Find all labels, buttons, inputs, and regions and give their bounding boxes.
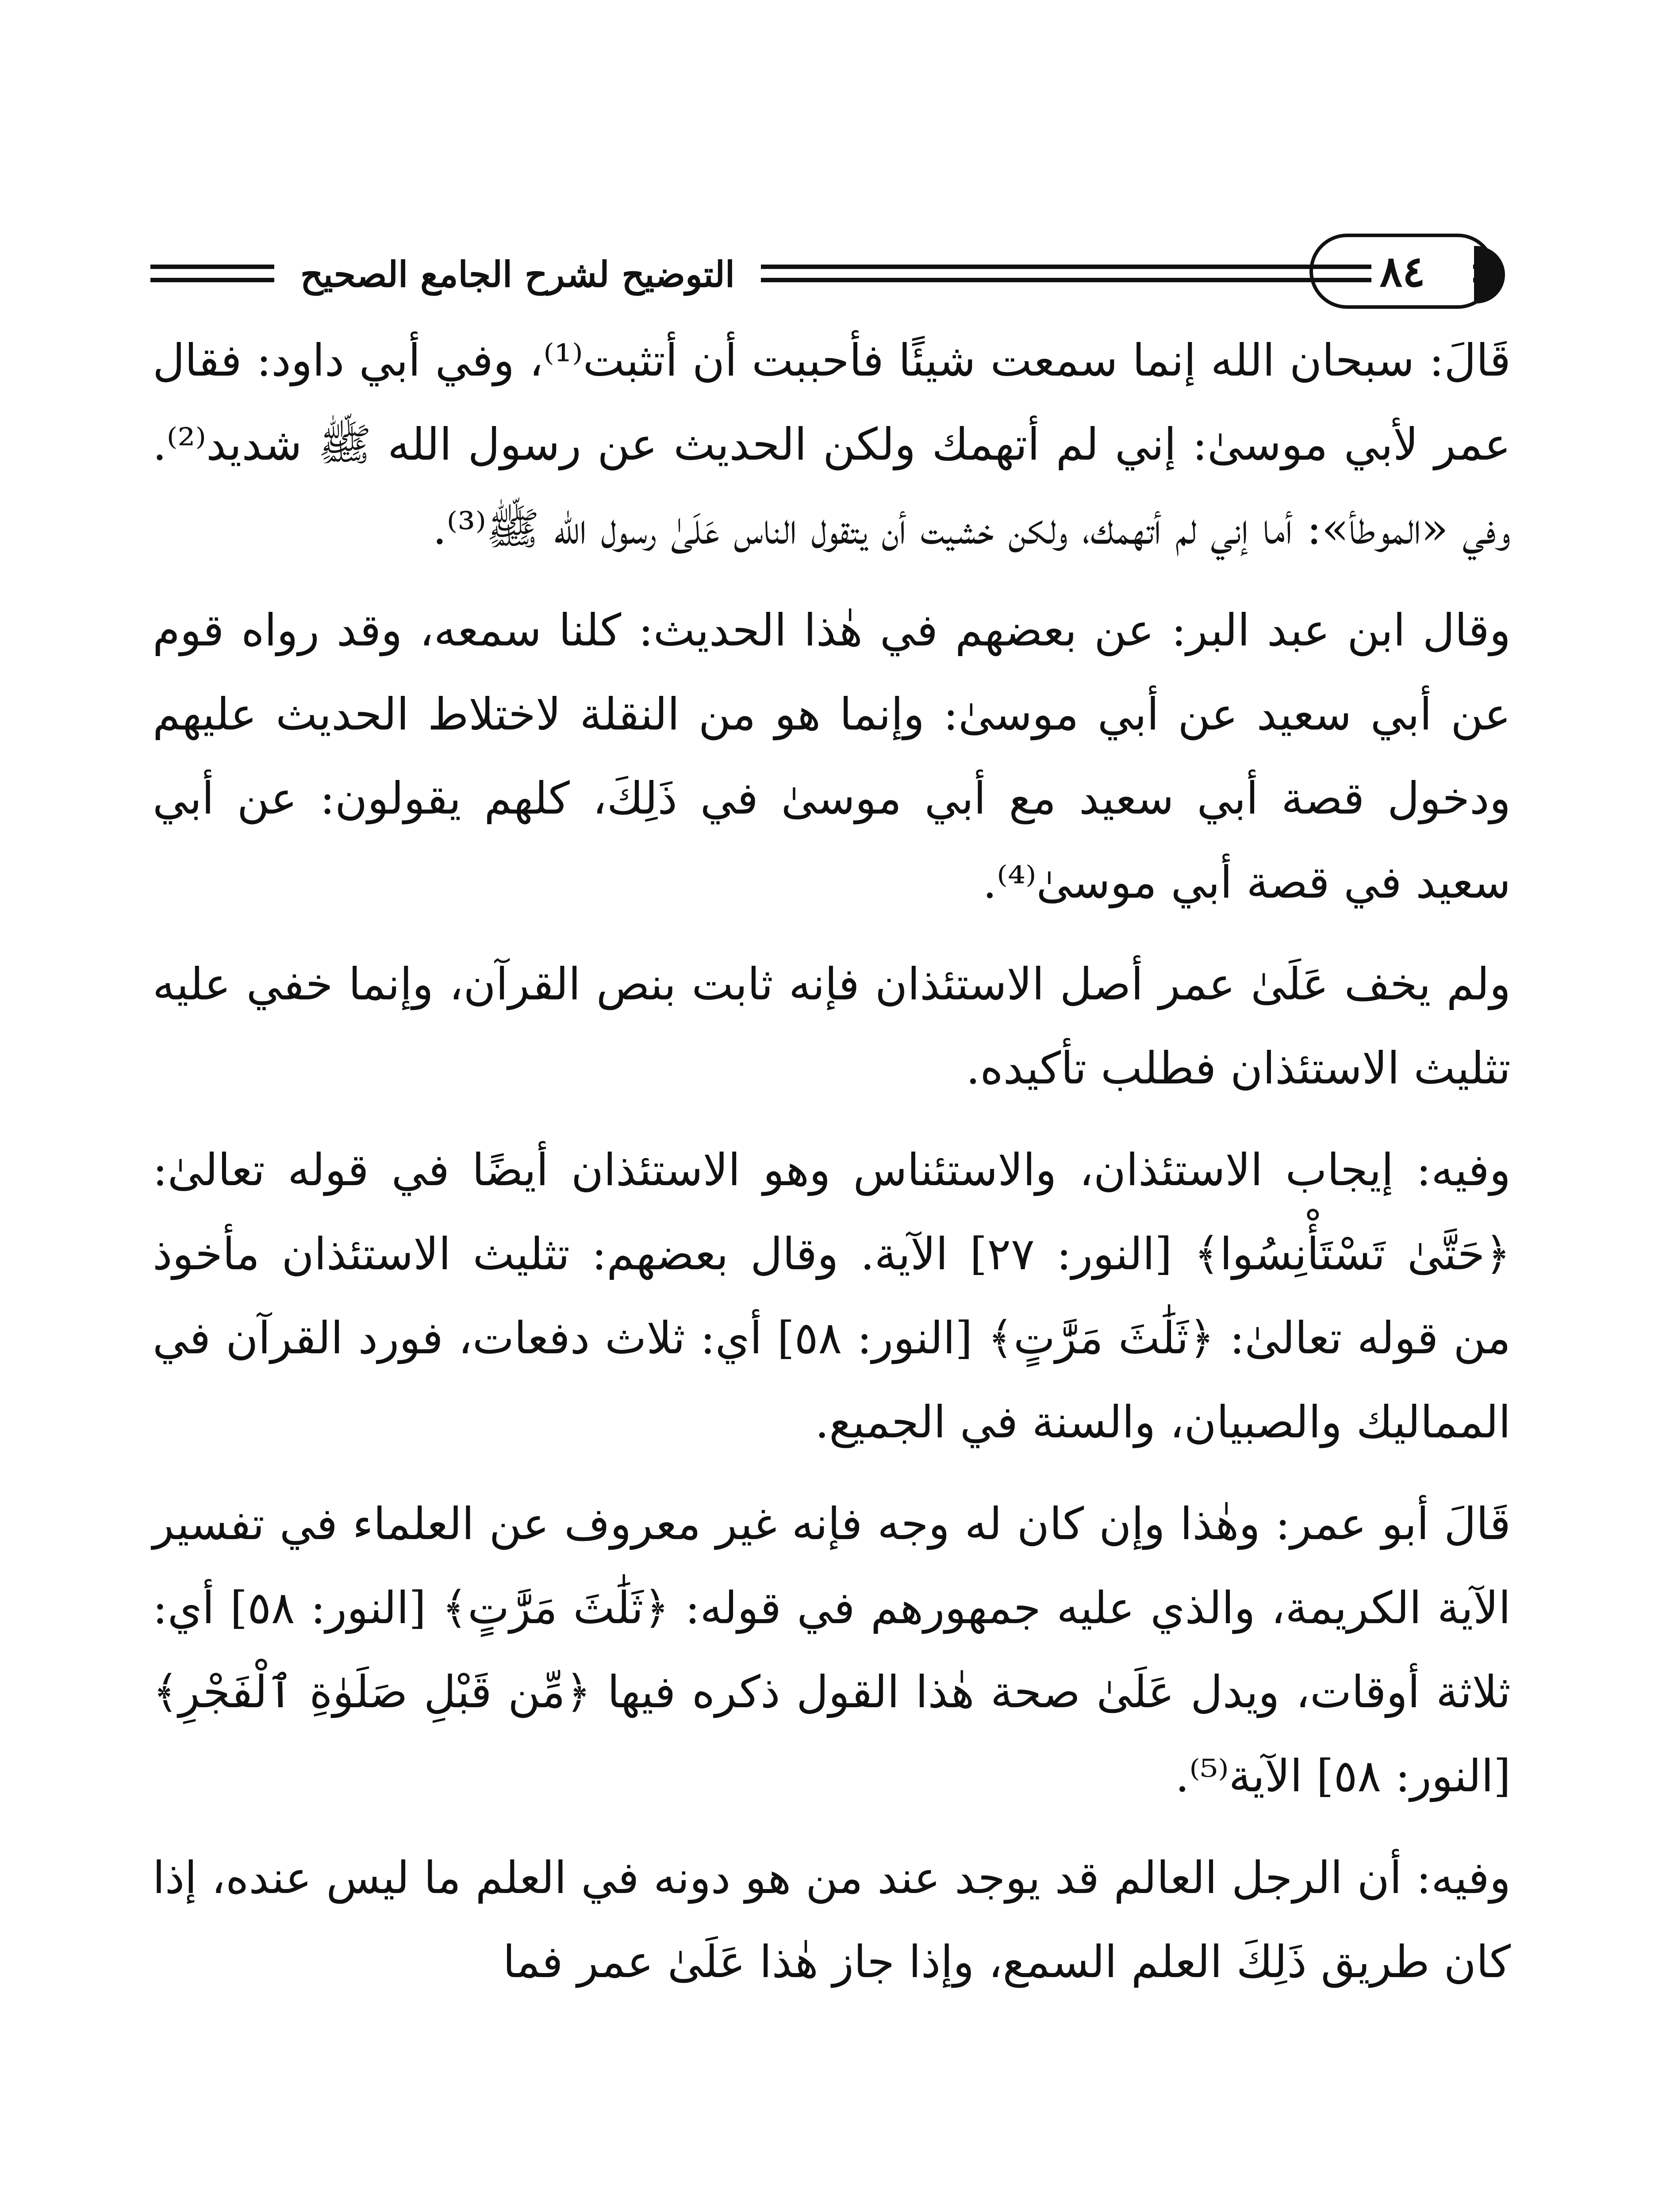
body-text	[153, 319, 1511, 2004]
running-title: التوضيح لشرح الجامع الصحيح	[300, 253, 735, 295]
header-rule	[1473, 265, 1500, 269]
header-rule	[761, 278, 1371, 282]
paragraph: وقال ابن عبد البر: عن بعضهم في هٰذا الحديث: كلنا سمعه، وقد رواه قوم عن أبي سعيد عن أبي موسىٰ: وإنما هو من النقلة لاختلاط الحديث عليهم ودخول قصة أبي سعيد مع أبي موسىٰ في ذَلِكَ، كلهم يقولون: عن أبي سعيد في قصة أبي موسىٰ⁽⁴⁾.	[153, 604, 1511, 908]
page-number: ٨٤	[1379, 246, 1425, 296]
paragraph: وفيه: إيجاب الاستئذان، والاستئناس وهو الاستئذان أيضًا في قوله تعالىٰ: ﴿حَتَّىٰ تَسْتَأْنِسُوا﴾ [النور: ٢٧] الآية. وقال بعضهم: تثليث الاستئذان مأخوذ من قوله تعالىٰ: ﴿ثَلَٰثَ مَرَّٰتٍ﴾ [النور: ٥٨] أي: ثلاث دفعات، فورد القرآن في المماليك والصبيان، والسنة في الجميع.	[153, 1144, 1511, 1448]
header-rule	[1473, 278, 1500, 282]
paragraph: ولم يخف عَلَىٰ عمر أصل الاستئذان فإنه ثابت بنص القرآن، وإنما خفي عليه تثليث الاستئذان فطلب تأكيده.	[153, 958, 1511, 1094]
header-rule	[150, 278, 274, 282]
paragraph: وفيه: أن الرجل العالم قد يوجد عند من هو دونه في العلم ما ليس عنده، إذا كان طريق ذَلِكَ العلم السمع، وإذا جاز هٰذا عَلَىٰ عمر فما	[153, 1852, 1511, 1988]
header-rule	[761, 265, 1371, 269]
page-number-badge	[1309, 234, 1495, 309]
paragraph: قَالَ: سبحان الله إنما سمعت شيئًا فأحببت أن أتثبت⁽¹⁾، وفي أبي داود: فقال عمر لأبي موسىٰ: إني لم أتهمك ولكن الحديث عن رسول الله ﷺ شديد⁽²⁾. وفي «الموطأ»: أما إني لم أتهمك، ولكن خشيت أن يتقول الناس عَلَىٰ رسول الله ﷺ⁽³⁾.	[153, 334, 1511, 554]
page-header	[150, 230, 1495, 319]
header-rule	[150, 265, 274, 269]
paragraph: قَالَ أبو عمر: وهٰذا وإن كان له وجه فإنه غير معروف عن العلماء في تفسير الآية الكريمة، والذي عليه جمهورهم في قوله: ﴿ثَلَٰثَ مَرَّٰتٍ﴾ [النور: ٥٨] أي: ثلاثة أوقات، ويدل عَلَىٰ صحة هٰذا القول ذكره فيها ﴿مِّن قَبْلِ صَلَوٰةِ ٱلْفَجْرِ﴾ [النور: ٥٨] الآية⁽⁵⁾.	[153, 1498, 1511, 1802]
